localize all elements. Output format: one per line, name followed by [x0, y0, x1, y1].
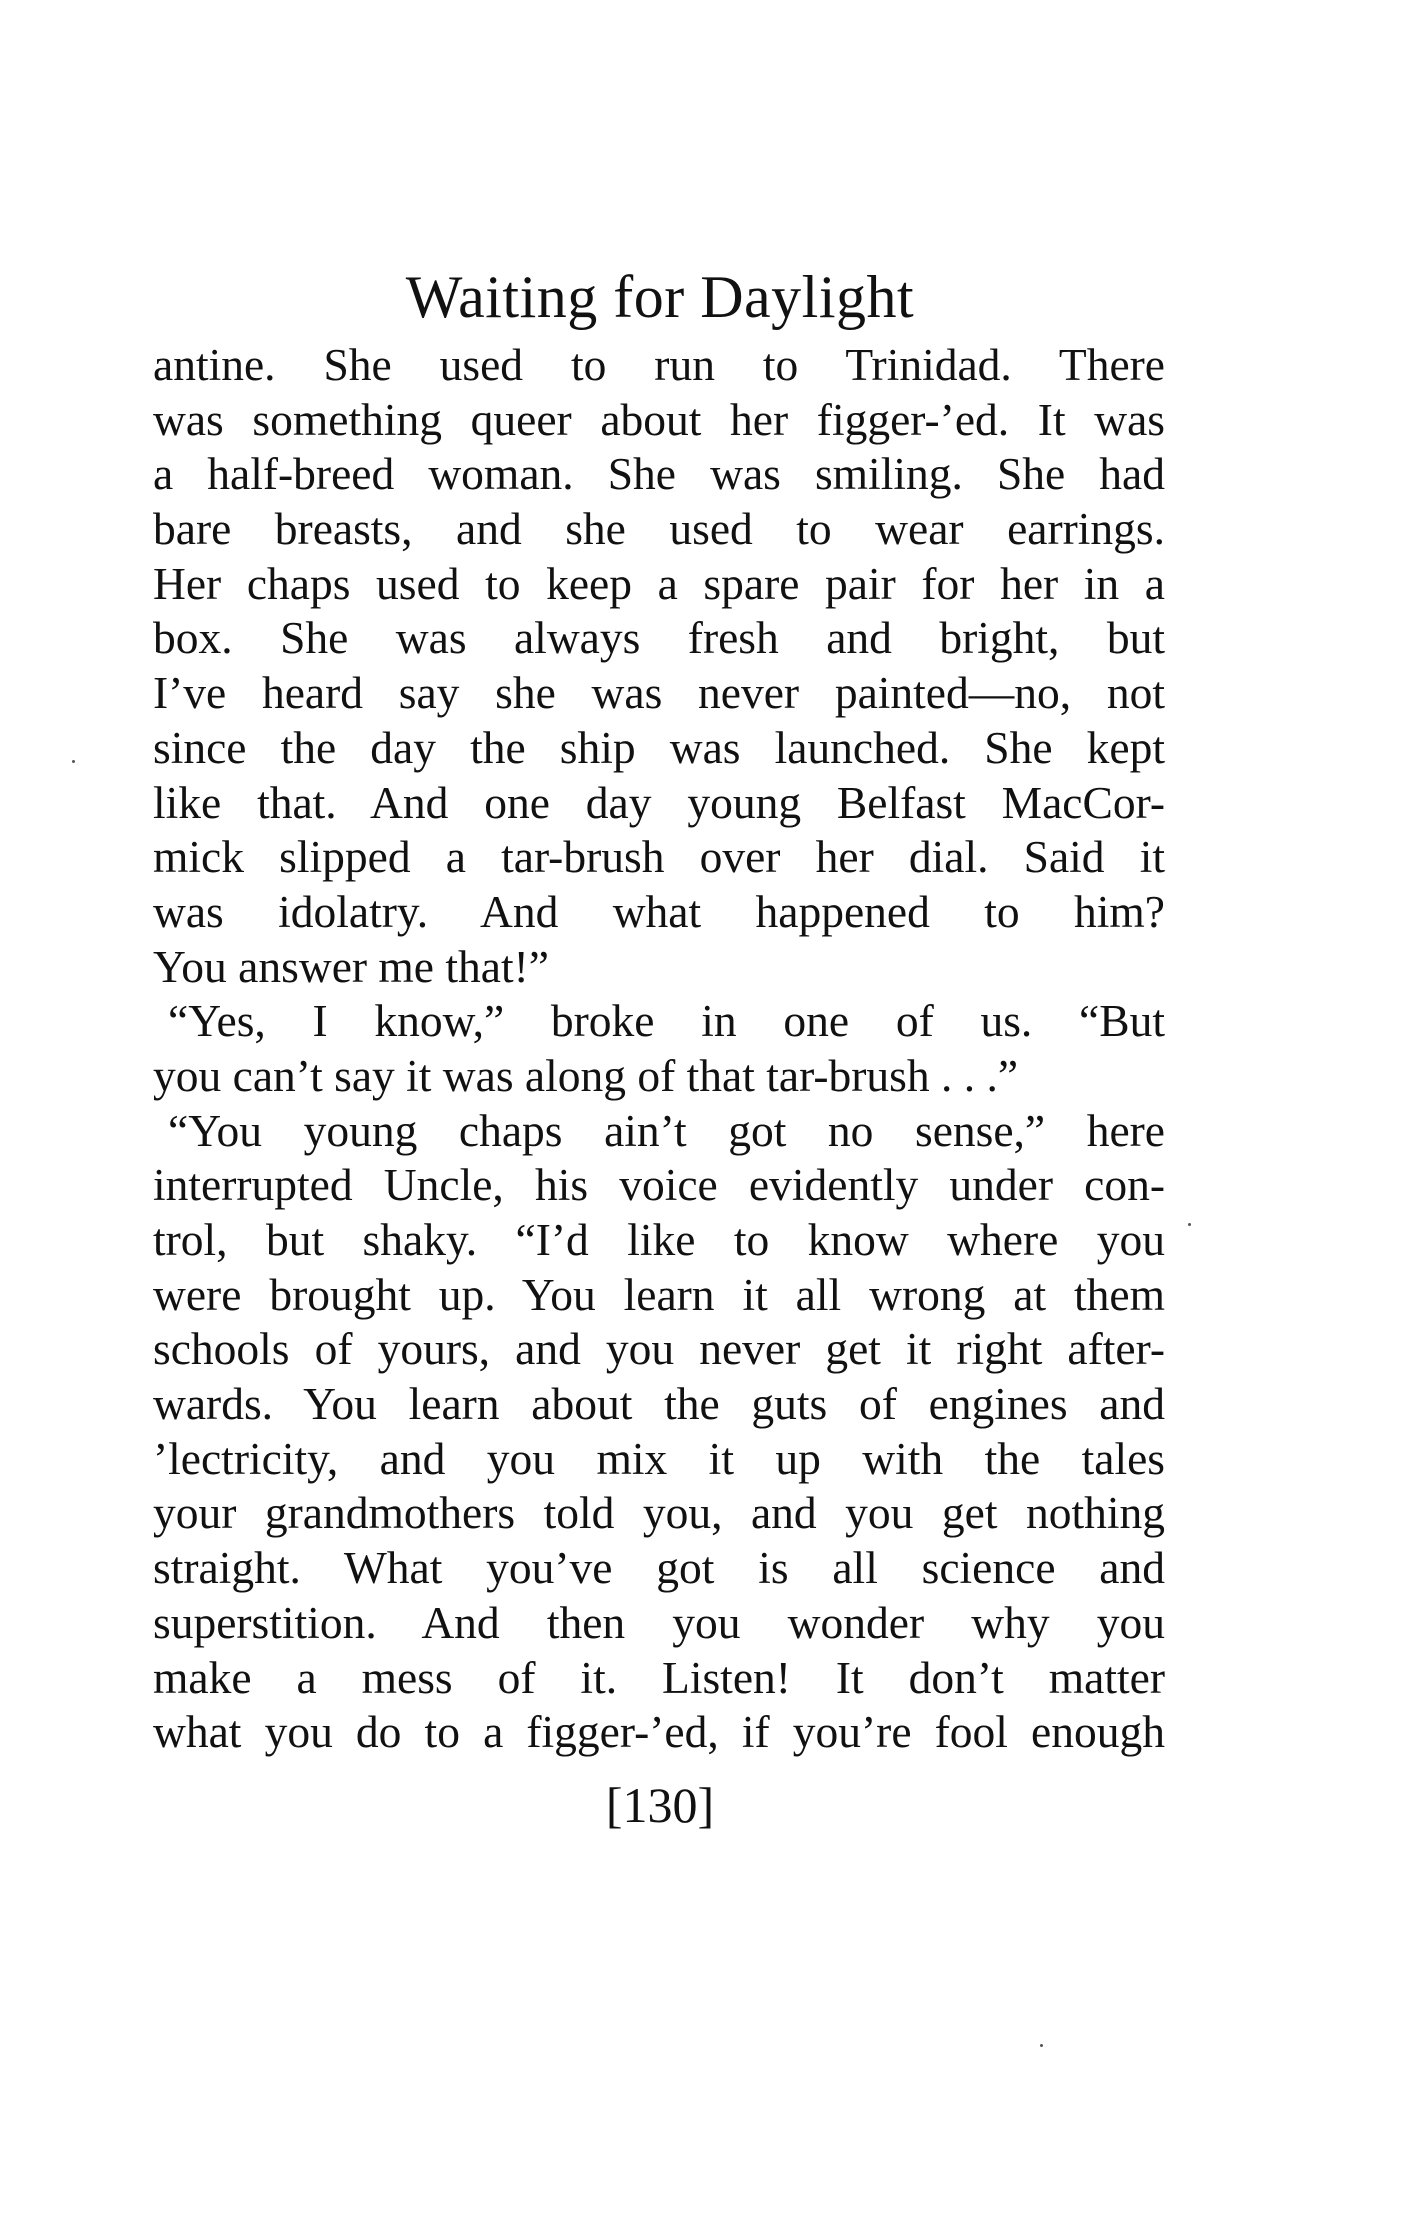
text-line: I’ve heard say she was never painted—no, not	[153, 667, 1165, 719]
text-line: you can’t say it was along of that tar-brush . . .”	[153, 1049, 1019, 1101]
text-line: make a mess of it. Listen! It don’t matter	[153, 1651, 1165, 1703]
text-line: your grandmothers told you, and you get nothing	[153, 1487, 1165, 1539]
text-line: You answer me that!”	[153, 940, 549, 992]
body-text	[153, 338, 1165, 1760]
text-line: Her chaps used to keep a spare pair for her in a	[153, 557, 1165, 609]
text-line: what you do to a figger-’ed, if you’re fool enough	[153, 1706, 1165, 1758]
text-line: superstition. And then you wonder why you	[153, 1596, 1165, 1648]
text-line: since the day the ship was launched. She kept	[153, 721, 1165, 773]
paper-speck	[1188, 1223, 1191, 1226]
text-line: straight. What you’ve got is all science and	[153, 1542, 1165, 1594]
running-head: Waiting for Daylight	[405, 264, 915, 330]
paper-speck	[1040, 2044, 1043, 2047]
text-line: was idolatry. And what happened to him?	[153, 885, 1165, 937]
text-line: like that. And one day young Belfast MacCor-	[153, 776, 1165, 828]
text-line: mick slipped a tar-brush over her dial. Said it	[153, 831, 1165, 883]
text-line: trol, but shaky. “I’d like to know where you	[153, 1214, 1165, 1265]
paper-speck	[72, 760, 75, 763]
text-line: interrupted Uncle, his voice evidently under con-	[153, 1159, 1165, 1211]
text-line: were brought up. You learn it all wrong at them	[153, 1268, 1165, 1320]
text-line: ’lectricity, and you mix it up with the tales	[153, 1432, 1165, 1484]
text-line: box. She was always fresh and bright, but	[153, 612, 1165, 664]
text-line: bare breasts, and she used to wear earrings.	[153, 503, 1165, 555]
text-line: schools of yours, and you never get it right after-	[153, 1323, 1165, 1375]
page-number: [130]	[605, 1777, 715, 1833]
text-line: “You young chaps ain’t got no sense,” here	[168, 1104, 1165, 1156]
text-line: a half-breed woman. She was smiling. She had	[153, 448, 1165, 500]
text-line: was something queer about her figger-’ed. It was	[153, 393, 1165, 445]
text-line: antine. She used to run to Trinidad. There	[153, 339, 1165, 390]
text-line: “Yes, I know,” broke in one of us. “But	[168, 995, 1165, 1047]
text-line: wards. You learn about the guts of engines and	[153, 1378, 1165, 1430]
